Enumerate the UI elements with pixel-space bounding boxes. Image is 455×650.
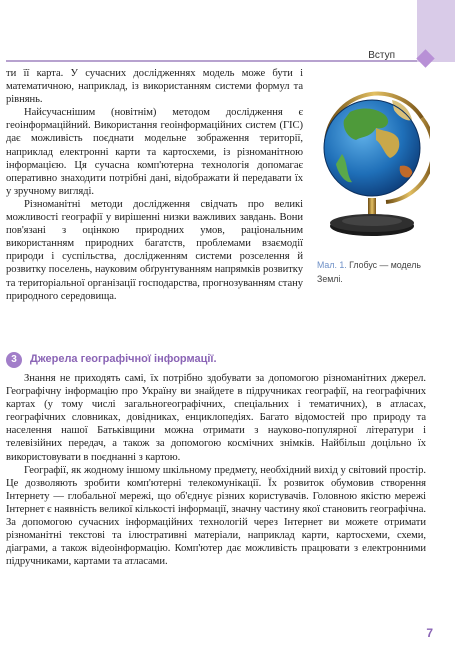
page-header <box>0 0 455 62</box>
section-number-badge: 3 <box>6 352 22 368</box>
globe-figure <box>312 78 430 248</box>
globe-image <box>312 78 430 248</box>
section-heading <box>6 352 426 368</box>
section-title: Джерела географічної інформації. <box>30 353 217 365</box>
text-block-top <box>6 67 303 303</box>
header-rule <box>6 60 417 62</box>
figure-caption <box>317 258 435 286</box>
header-section-title: Вступ <box>368 50 395 61</box>
page-number: 7 <box>426 626 433 640</box>
paragraph <box>6 106 303 198</box>
text-block-bottom <box>6 372 426 568</box>
paragraph: Знання не приходять самі, їх потрібно здобувати за допомогою різноманітних джерел. Географічну інформацію про Україну ви знайдете в підручниках географії, на географічних картах (у тому числі загальногеографічних, спеціальних і тематичних), в атласах, географічних словниках, довідниках, енциклопедіях. Багато відомостей про природу та населення нашої Батьківщини можна отримати з науково-популярної літератури і телевізійних передач, а також за допомогою космічних знімків. Найбільш доцільно їх використовувати в поєднанні з картою. <box>6 373 426 463</box>
caption-label: Мал. 1. <box>317 260 347 270</box>
caption-text: Глобус — модель Землі. <box>317 260 421 284</box>
paragraph: Географії, як жодному іншому шкільному предмету, необхідний вихід у світовий простір. Це дозволяють зробити комп'ютерні телекомунікації. Їх розвиток обумовив створення Інтернету — глобальної мережі, що об'єднує різних користувачів. Головною якістю мережі Інтернет є наявність великої кількості інформації, значну частину якої становить географічна. За допомогою сучасних інформаційних технологій через Інтернет ви можете отримати різноманітні текстові та ілюстративні матеріали, наприклад карти, картосхеми, схеми, діаграми, а також відеоінформацію. Комп'ютер дає можливість працювати з електронними підручниками, картами та атласами. <box>6 464 426 568</box>
paragraph-text: Найсучаснішим (новітнім) методом дослідження є геоінформаційний. Використання геоінформаційних систем (ГІС) дає можливість поєднати модельне зображення території, наприклад електронні карти та картосхеми, із різноманітною інформацією. Ця сучасна комп'ютерна технологія допомагає оперативно знаходити потрібні дані, відображати й передавати їх у зручному вигляді. <box>6 107 303 197</box>
paragraph: Різноманітні методи дослідження свідчать про великі можливості географії у вирішенні низки важливих завдань. Вони пов'язані з оцінкою природних умов, раціональним використанням природних багатств, проблемами взаємодії природи і суспільства, дослідженням системи розселення й розвитку поселень, науковим обґрунтуванням напрямків розвитку та територіальної організації господарства, прогнозуванням стану природного середовища. <box>6 198 303 302</box>
paragraph: ти її карта. У сучасних дослідженнях модель може бути і математичною, наприклад, із використанням системи формул та рівнянь. <box>6 68 303 106</box>
